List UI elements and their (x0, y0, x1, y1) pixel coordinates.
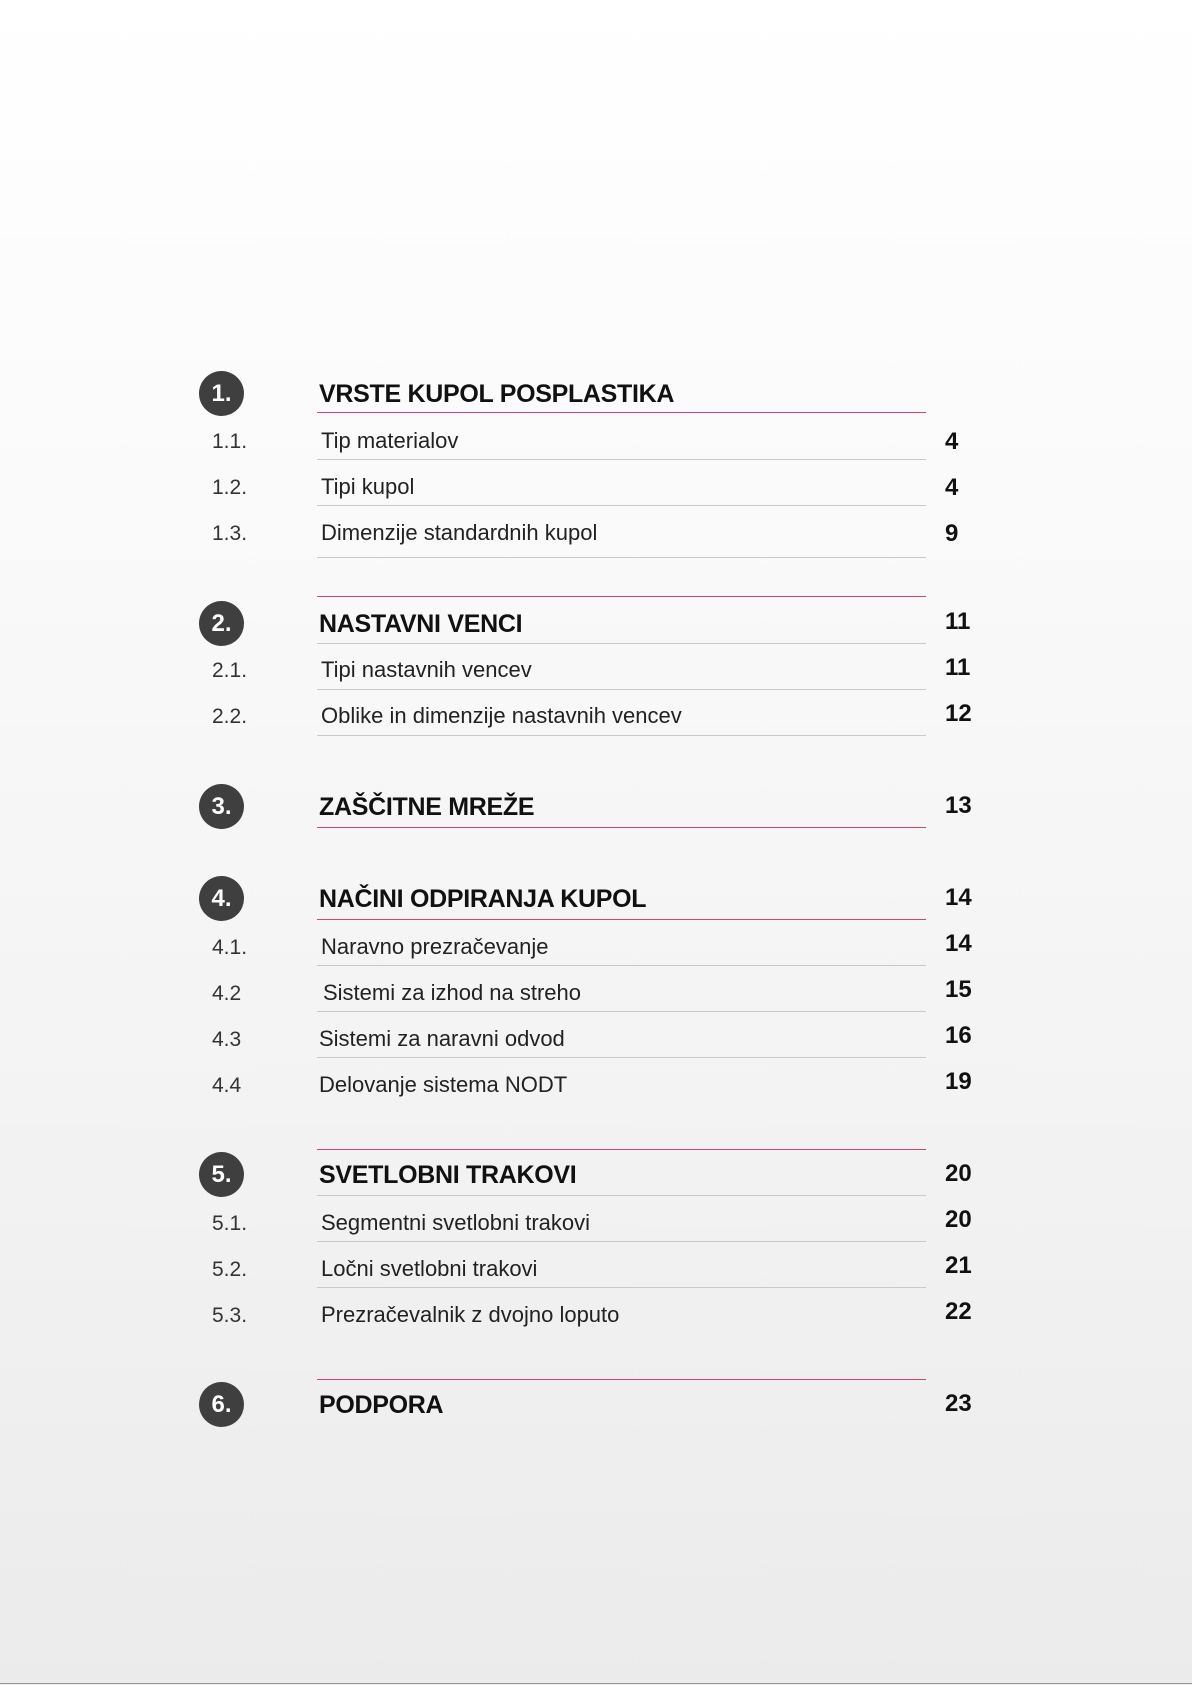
page-number: 4 (945, 474, 959, 501)
section-number-badge: 1. (199, 371, 244, 416)
section-number-badge: 3. (199, 784, 244, 829)
subsection-title[interactable]: Tipi nastavnih vencev (321, 657, 532, 682)
section-title[interactable]: NASTAVNI VENCI (319, 610, 523, 638)
section-title[interactable]: ZAŠČITNE MREŽE (319, 793, 535, 821)
page-number: 11 (945, 608, 971, 635)
subsection-title[interactable]: Segmentni svetlobni trakovi (321, 1210, 591, 1235)
subsection-number: 5.1. (212, 1212, 248, 1235)
page-number: 14 (945, 930, 972, 957)
subsection-number: 5.3. (212, 1304, 248, 1327)
row-rule (317, 1241, 926, 1242)
row-rule (317, 965, 926, 966)
subsection-number: 1.3. (212, 522, 248, 545)
page-number: 19 (945, 1068, 972, 1095)
subsection-number: 4.3 (212, 1028, 242, 1051)
page-number: 16 (945, 1022, 972, 1049)
row-rule (317, 1195, 926, 1196)
page-number: 9 (945, 520, 959, 547)
subsection-number: 4.2 (212, 982, 242, 1005)
section-number-badge: 6. (199, 1382, 244, 1427)
page-number: 21 (945, 1252, 972, 1279)
section-number-badge: 4. (199, 876, 244, 921)
row-rule (317, 735, 926, 736)
page-edge-divider (0, 1683, 1192, 1684)
subsection-number: 4.4 (212, 1074, 242, 1097)
page-number: 14 (945, 884, 972, 911)
row-rule (317, 505, 926, 506)
page-number: 13 (945, 792, 972, 819)
subsection-title[interactable]: Oblike in dimenzije nastavnih vencev (321, 703, 682, 728)
subsection-title[interactable]: Ločni svetlobni trakovi (321, 1256, 538, 1281)
subsection-number: 4.1. (212, 936, 248, 959)
subsection-number: 2.2. (212, 705, 248, 728)
subsection-title[interactable]: Delovanje sistema NODT (319, 1072, 568, 1097)
subsection-number: 1.2. (212, 476, 248, 499)
subsection-number: 2.1. (212, 659, 248, 682)
subsection-number: 5.2. (212, 1258, 248, 1281)
section-title[interactable]: PODPORA (319, 1391, 444, 1419)
subsection-title[interactable]: Sistemi za naravni odvod (319, 1026, 565, 1051)
row-rule (317, 1057, 926, 1058)
subsection-title[interactable]: Sistemi za izhod na streho (323, 980, 582, 1005)
row-rule (317, 643, 926, 644)
page-number: 15 (945, 976, 972, 1003)
page-number: 20 (945, 1206, 972, 1233)
subsection-title[interactable]: Naravno prezračevanje (321, 934, 549, 959)
row-rule (317, 1287, 926, 1288)
section-rule (317, 1149, 926, 1150)
section-rule (317, 596, 926, 597)
section-rule (317, 919, 926, 920)
subsection-title[interactable]: Dimenzije standardnih kupol (321, 520, 598, 545)
row-rule (317, 557, 926, 558)
page-number: 11 (945, 654, 971, 681)
page-number: 23 (945, 1390, 972, 1417)
section-number-badge: 2. (199, 601, 244, 646)
subsection-title[interactable]: Prezračevalnik z dvojno loputo (321, 1302, 620, 1327)
page-number: 20 (945, 1160, 972, 1187)
page-number: 12 (945, 700, 972, 727)
section-rule (317, 1379, 926, 1380)
section-title[interactable]: VRSTE KUPOL POSPLASTIKA (319, 380, 675, 408)
section-number-badge: 5. (199, 1152, 244, 1197)
section-rule (317, 827, 926, 828)
row-rule (317, 459, 926, 460)
row-rule (317, 1011, 926, 1012)
section-rule (317, 412, 926, 413)
row-rule (317, 689, 926, 690)
page-number: 4 (945, 428, 959, 455)
page-number: 22 (945, 1298, 972, 1325)
subsection-number: 1.1. (212, 430, 248, 453)
subsection-title[interactable]: Tipi kupol (321, 474, 415, 499)
section-title[interactable]: SVETLOBNI TRAKOVI (319, 1161, 577, 1189)
subsection-title[interactable]: Tip materialov (321, 428, 459, 453)
section-title[interactable]: NAČINI ODPIRANJA KUPOL (319, 885, 647, 913)
